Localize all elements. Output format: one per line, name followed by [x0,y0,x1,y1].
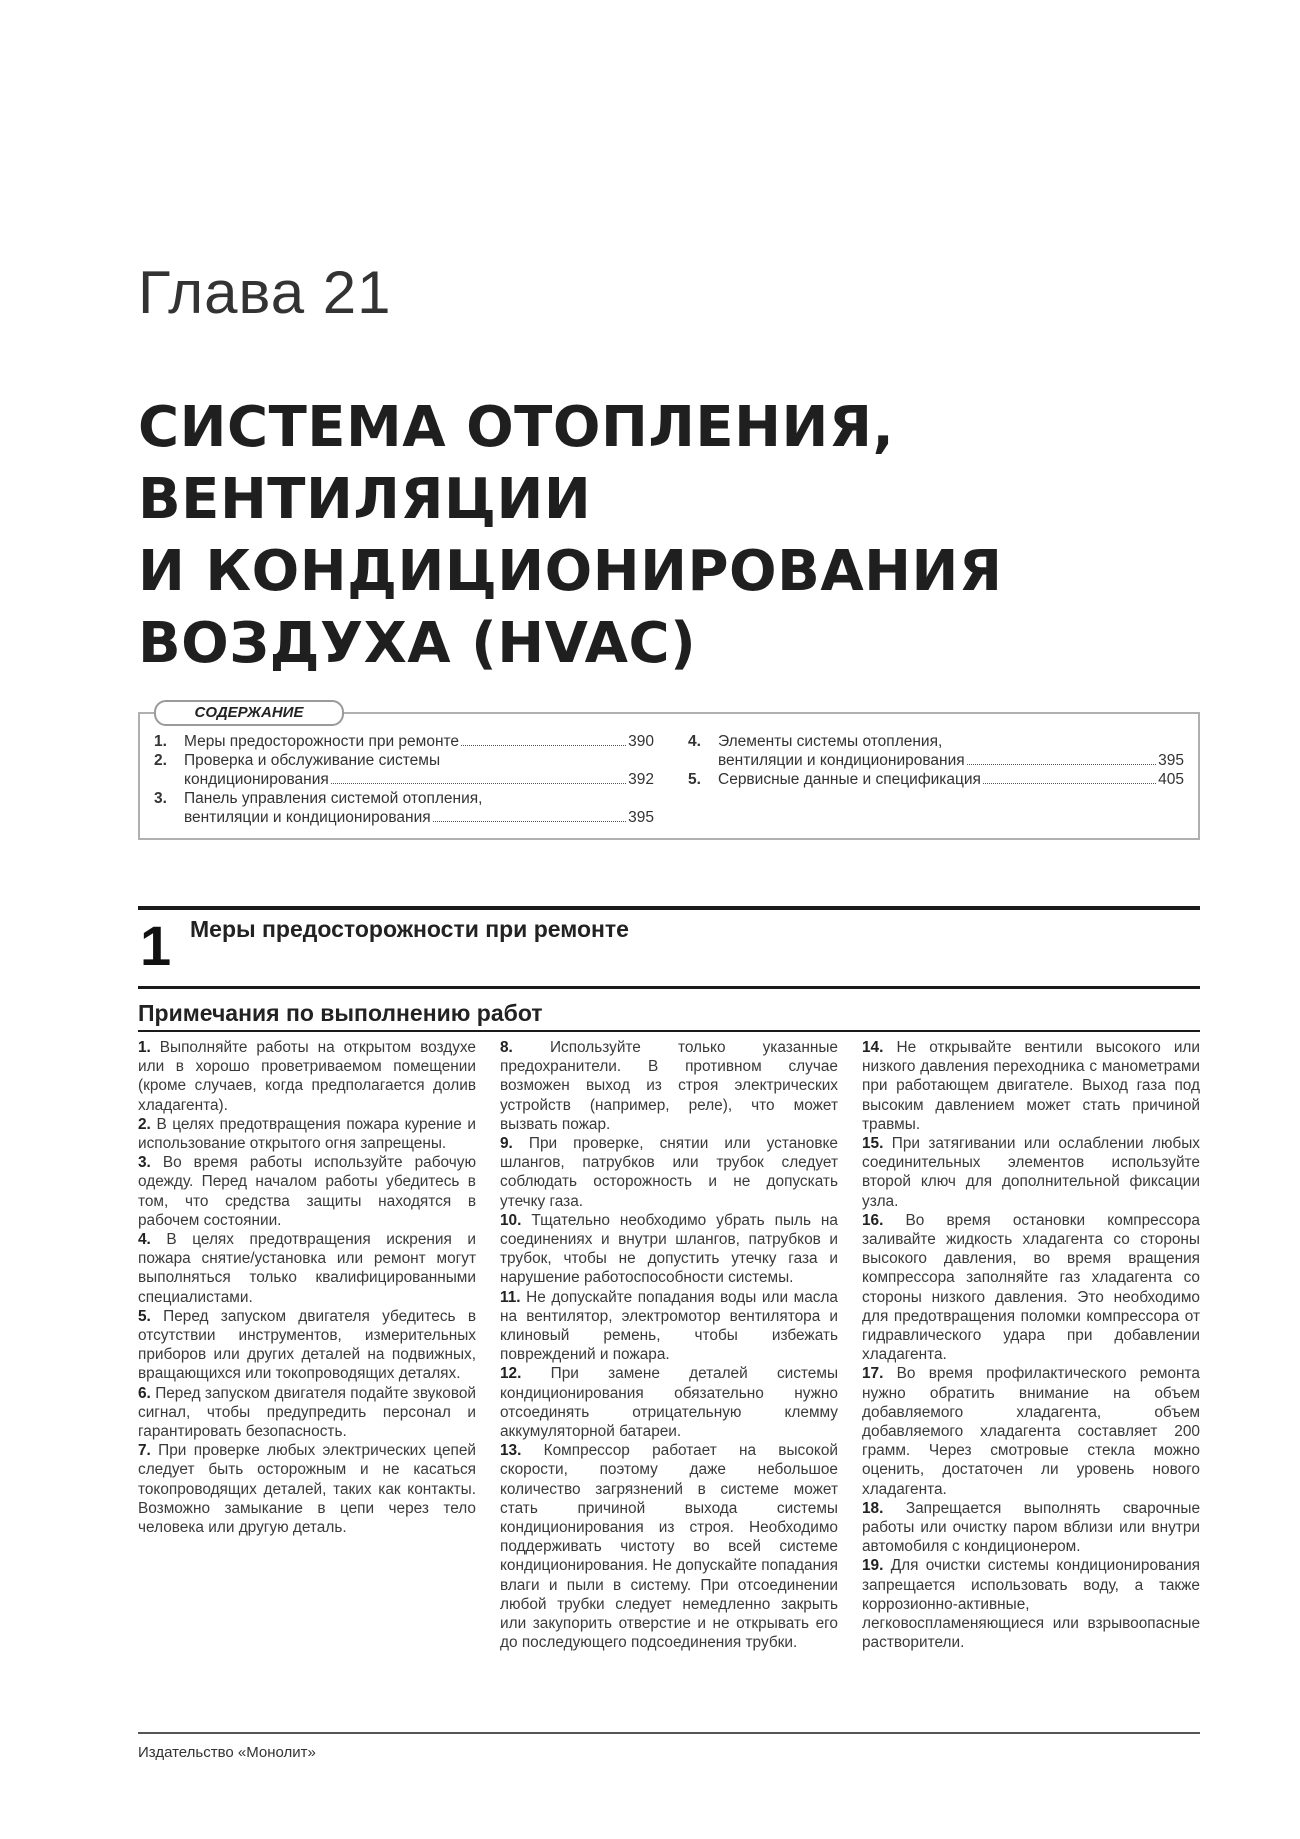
note-text: Перед запуском двигателя подайте звуковой сигнал, чтобы предупредить персонал и гарантировать безопасность. [138,1384,476,1441]
section-title: Меры предосторожности при ремонте [190,916,629,942]
toc-item-title: вентиляции и кондиционирования [718,752,965,769]
toc-item-text [184,751,654,789]
toc-item-last-line [184,808,654,827]
subsection-title: Примечания по выполнению работ [138,1000,543,1026]
note-paragraph [138,1153,476,1230]
note-paragraph [862,1499,1200,1557]
toc-item-page: 390 [628,733,654,750]
note-number: 15. [862,1135,884,1153]
footer-rule [138,1732,1200,1734]
note-paragraph [500,1038,838,1134]
toc-item-page: 405 [1158,771,1184,788]
note-paragraph [500,1288,838,1365]
toc-item-line: Проверка и обслуживание системы [184,752,441,769]
note-number: 8. [500,1039,513,1056]
toc-item-text [718,770,1184,789]
toc-item-number: 5. [688,771,701,788]
note-paragraph [138,1307,476,1384]
toc-item-last-line [184,732,654,751]
section-bottom-rule [138,986,1200,989]
toc-item-page: 392 [628,771,654,788]
note-number: 13. [500,1442,522,1460]
toc-item-page: 395 [628,809,654,826]
toc-item [154,732,654,751]
note-number: 5. [138,1307,151,1325]
toc-item-number: 4. [688,733,701,750]
toc-item-title: кондиционирования [184,771,329,788]
text-column-1 [138,1038,476,1537]
toc-item-last-line [718,770,1184,789]
note-number: 16. [862,1211,884,1229]
note-text: При замене деталей системы кондиционирования обязательно нужно отсоединять отрицательную клемму аккумуляторной батареи. [500,1365,839,1441]
note-paragraph [862,1038,1200,1134]
contents-box [138,704,1200,840]
note-paragraph [138,1441,476,1537]
chapter-title-line: ВЕНТИЛЯЦИИ [138,467,592,532]
toc-item-line: Элементы системы отопления, [718,733,943,750]
note-number: 4. [138,1231,151,1249]
note-text: Не открывайте вентили высокого или низкого давления переходника с манометрами при работающем двигателе. Выход газа под высоким давлением может стать причиной травмы. [862,1039,1200,1133]
toc-item-number: 1. [154,733,167,750]
note-paragraph [862,1364,1200,1498]
chapter-title-line: И КОНДИЦИОНИРОВАНИЯ [138,539,1003,604]
note-paragraph [138,1038,476,1115]
note-text: Для очистки системы кондиционирования запрещается использовать воду, а также коррозионно-активные, легковоспламеняющиеся или взрывоопасные растворители. [862,1557,1200,1652]
toc-dot-leader [461,745,626,746]
chapter-title [138,392,1003,680]
note-number: 3. [138,1154,151,1172]
toc-column-right [688,732,1184,789]
chapter-title-line: ВОЗДУХА (HVAC) [138,611,697,676]
note-number: 1. [138,1039,151,1056]
section-number: 1 [140,914,172,977]
note-paragraph [500,1211,838,1288]
note-number: 11. [500,1288,521,1306]
toc-item-last-line [184,770,654,789]
toc-item [154,751,654,789]
toc-item-title: вентиляции и кондиционирования [184,809,431,826]
toc-dot-leader [433,821,626,822]
toc-item [688,732,1184,770]
chapter-label: Глава 21 [138,259,392,326]
note-number: 2. [138,1115,151,1133]
toc-item-text [184,732,654,751]
note-text: Запрещается выполнять сварочные работы или очистку паром вблизи или внутри автомобиля с кондиционером. [862,1499,1200,1556]
note-paragraph [500,1364,838,1441]
note-text: При проверке любых электрических цепей следует быть осторожным и не касаться токопроводящих деталей, таких как контакты. Возможно замыкание в цепи через тело человека или другую деталь. [138,1442,476,1537]
note-number: 7. [138,1442,151,1460]
toc-item [688,770,1184,789]
note-number: 10. [500,1211,522,1229]
toc-column-left [154,732,654,827]
note-number: 6. [138,1384,151,1402]
toc-dot-leader [967,764,1156,765]
note-text: Компрессор работает на высокой скорости, поэтому даже небольшое количество загрязнений в системе может стать причиной выхода системы кондиционирования из строя. Необходимо поддерживать чистоту во всей системе кондиционирования. Не допускайте попадания влаги и пыли в систему. При отсоединении любой трубки следует немедленно закрыть или закупорить отверстие и не открывать его до последующего подсоединения трубки. [500,1442,839,1652]
contents-heading: СОДЕРЖАНИЕ [154,700,344,726]
note-text: Не допускайте попадания воды или масла на вентилятор, электромотор вентилятора и клиновый ремень, чтобы избежать повреждений и пожара. [500,1288,838,1364]
toc-item-text [184,789,654,827]
footer-publisher: Издательство «Монолит» [138,1744,316,1761]
note-text: Выполняйте работы на открытом воздухе или в хорошо проветриваемом помещении (кроме случаев, когда предполагается долив хладагента). [138,1039,476,1114]
note-text: При проверке, снятии или установке шлангов, патрубков или трубок следует соблюдать осторожность и не допускать утечку газа. [500,1135,838,1210]
note-text: При затягивании или ослаблении любых соединительных элементов используйте второй ключ для дополнительной фиксации узла. [862,1135,1201,1210]
note-text: В целях предотвращения пожара курение и использование открытого огня запрещены. [138,1115,476,1153]
section-top-rule [138,906,1200,910]
toc-item-title: Меры предосторожности при ремонте [184,733,460,750]
note-number: 9. [500,1135,513,1153]
note-paragraph [500,1441,838,1652]
subsection-rule [138,1030,1200,1032]
note-number: 17. [862,1365,884,1383]
toc-item-last-line [718,751,1184,770]
note-text: Во время профилактического ремонта нужно обратить внимание на объем добавляемого хладагента, объем добавляемого хладагента составляет 200 грамм. Через смотровые стекла можно оценить, достаточен ли уровень нового хладагента. [862,1365,1200,1498]
toc-item-number: 2. [154,752,167,769]
text-column-2 [500,1038,838,1653]
note-number: 12. [500,1365,522,1383]
note-text: Тщательно необходимо убрать пыль на соединениях и внутри шлангов, патрубков и трубок, чтобы не допустить утечку газа и нарушение работоспособности системы. [500,1211,838,1287]
toc-item-number: 3. [154,790,167,807]
note-text: Во время работы используйте рабочую одежду. Перед началом работы убедитесь в том, что средства защиты находятся в рабочем состоянии. [138,1154,476,1229]
note-number: 18. [862,1499,884,1517]
note-paragraph [862,1134,1200,1211]
note-paragraph [138,1384,476,1442]
toc-item [154,789,654,827]
note-number: 14. [862,1039,884,1056]
toc-dot-leader [331,783,626,784]
toc-item-title: Сервисные данные и спецификация [718,771,981,788]
note-paragraph [862,1211,1200,1365]
note-text: Используйте только указанные предохранители. В противном случае возможен выход из строя электрических устройств (например, реле), что может вызвать пожар. [500,1039,838,1133]
toc-item-page: 395 [1158,752,1184,769]
note-paragraph [500,1134,838,1211]
toc-item-line: Панель управления системой отопления, [184,790,483,807]
toc-item-text [718,732,1184,770]
toc-dot-leader [983,783,1156,784]
note-text: Во время остановки компрессора заливайте жидкость хладагента со стороны высокого давления, во время вращения компрессора заполняйте газ хладагента со стороны низкого давления. Это необходимо для предотвращения поломки компрессора от гидравлического удара при добавлении хладагента. [862,1211,1200,1364]
text-column-3 [862,1038,1200,1653]
note-paragraph [138,1230,476,1307]
chapter-title-line: СИСТЕМА ОТОПЛЕНИЯ, [138,395,895,460]
note-text: В целях предотвращения искрения и пожара снятие/установка или ремонт могут выполняться только квалифицированными специалистами. [138,1231,476,1306]
note-paragraph [862,1556,1200,1652]
note-number: 19. [862,1557,884,1575]
note-text: Перед запуском двигателя убедитесь в отсутствии инструментов, измерительных приборов или других деталей на подвижных, вращающихся или токопроводящих деталях. [138,1307,477,1383]
note-paragraph [138,1115,476,1153]
